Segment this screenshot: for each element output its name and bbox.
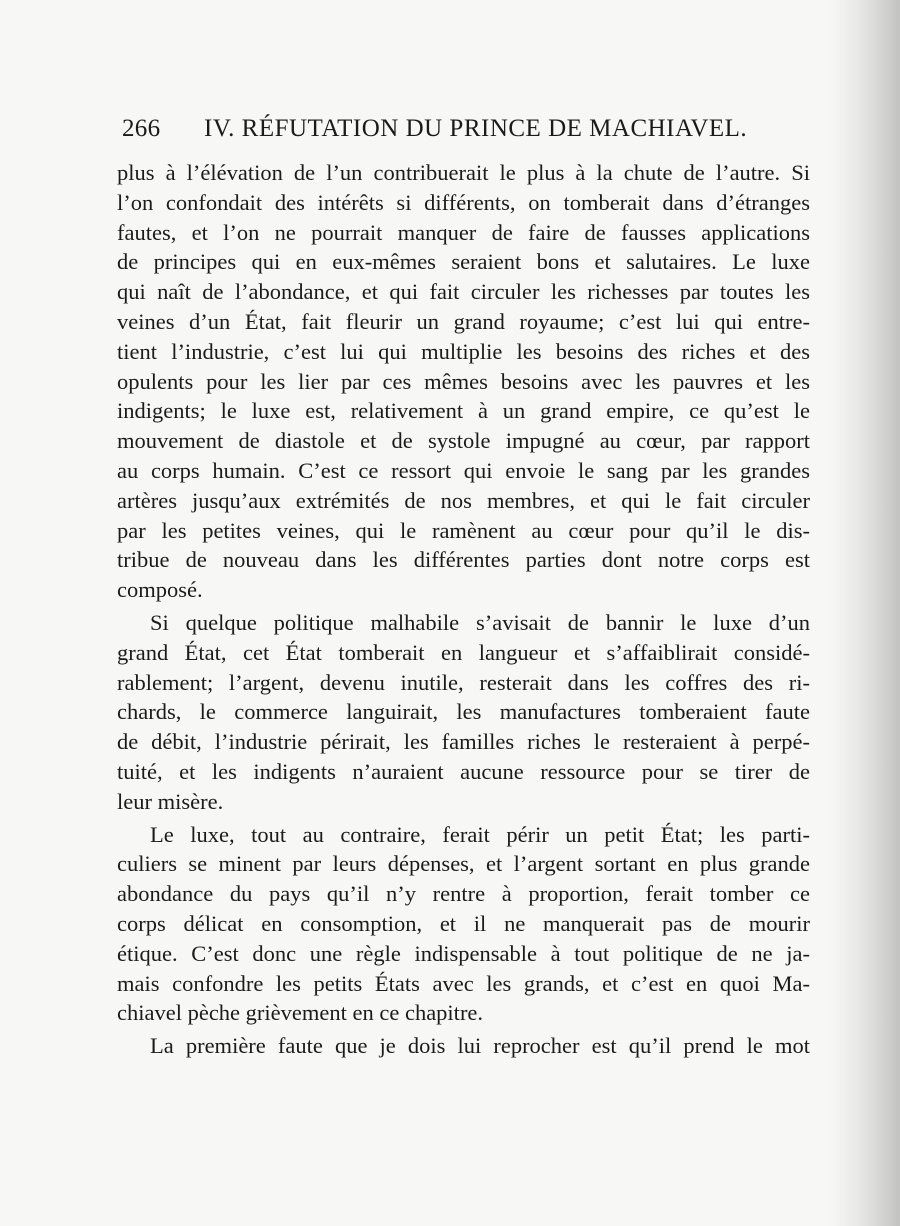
text-line: fautes, et l’on ne pourrait manquer de faire de fausses applications — [117, 219, 810, 245]
text-line: veines d’un État, fait fleurir un grand royaume; c’est lui qui entre- — [117, 308, 810, 334]
text-line: chiavel pèche grièvement en ce chapitre. — [117, 1000, 484, 1026]
text-line: La première faute que je dois lui reprocher est qu’il prend le mot — [150, 1033, 810, 1059]
text-line: de débit, l’industrie périrait, les familles riches le resteraient à perpé- — [117, 729, 810, 755]
text-line: chards, le commerce languirait, les manufactures tomberaient faute — [117, 699, 810, 725]
text-line: qui naît de l’abondance, et qui fait circuler les richesses par toutes les — [117, 279, 810, 305]
text-line: mais confondre les petits États avec les grands, et c’est en quoi Ma- — [117, 970, 810, 996]
running-title: IV. RÉFUTATION DU PRINCE DE MACHIAVEL. — [204, 115, 748, 142]
text-line: étique. C’est donc une règle indispensable à tout politique de ne ja- — [117, 940, 810, 966]
text-line: l’on confondait des intérêts si différents, on tomberait dans d’étranges — [117, 189, 810, 215]
text-line: au corps humain. C’est ce ressort qui envoie le sang par les grandes — [117, 457, 810, 483]
text-line: corps délicat en consomption, et il ne manquerait pas de mourir — [117, 910, 810, 936]
text-line: leur misère. — [117, 788, 224, 814]
paragraph — [117, 608, 810, 817]
text-line: plus à l’élévation de l’un contribuerait le plus à la chute de l’autre. Si — [117, 160, 810, 185]
text-line: Le luxe, tout au contraire, ferait périr un petit État; les parti- — [150, 821, 810, 847]
text-line: culiers se minent par leurs dépenses, et l’argent sortant en plus grande — [117, 851, 810, 877]
text-line: composé. — [117, 577, 203, 603]
text-line: tient l’industrie, c’est lui qui multiplie les besoins des riches et des — [117, 338, 810, 364]
text-line: abondance du pays qu’il n’y rentre à proportion, ferait tomber ce — [117, 881, 810, 907]
text-line: grand État, cet État tomberait en langueur et s’affaiblirait considé- — [117, 639, 810, 665]
text-line: tuité, et les indigents n’auraient aucune ressource pour se tirer de — [117, 758, 810, 784]
text-line: par les petites veines, qui le ramènent au cœur pour qu’il le dis- — [117, 517, 810, 543]
running-head — [122, 115, 812, 149]
text-line: rablement; l’argent, devenu inutile, resterait dans les coffres des ri- — [117, 669, 810, 695]
text-line: mouvement de diastole et de systole impugné au cœur, par rapport — [117, 428, 810, 454]
text-line: indigents; le luxe est, relativement à un grand empire, ce qu’est le — [117, 398, 810, 424]
page-number: 266 — [122, 115, 161, 142]
text-line: artères jusqu’aux extrémités de nos membres, et qui le fait circuler — [117, 487, 810, 513]
paragraph — [117, 1031, 810, 1061]
paragraph — [117, 158, 810, 605]
body-text — [117, 158, 810, 1061]
text-line: Si quelque politique malhabile s’avisait de bannir le luxe d’un — [150, 609, 810, 635]
text-line: tribue de nouveau dans les différentes parties dont notre corps est — [117, 547, 810, 573]
text-line: de principes qui en eux-mêmes seraient bons et salutaires. Le luxe — [117, 249, 810, 275]
paragraph — [117, 820, 810, 1029]
page-edge-shadow — [830, 0, 900, 1226]
text-line: opulents pour les lier par ces mêmes besoins avec les pauvres et les — [117, 368, 810, 394]
